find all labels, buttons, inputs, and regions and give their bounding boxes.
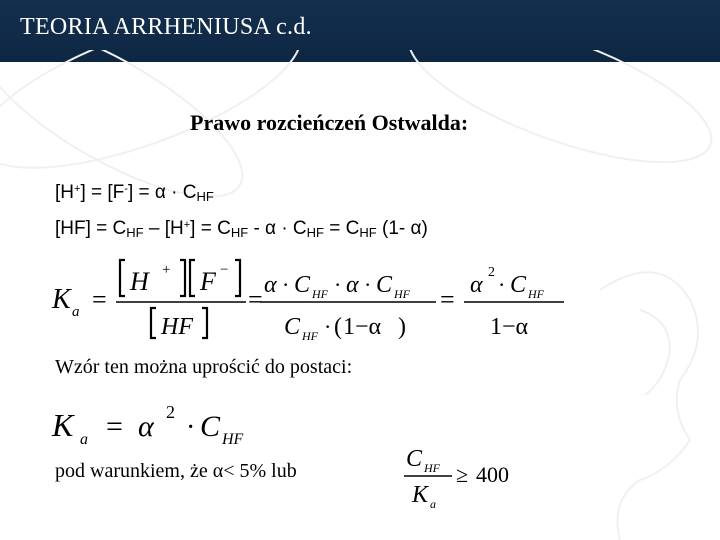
svg-text:a: a [72,304,80,320]
svg-text:·: · [324,314,332,339]
svg-text:a: a [80,431,88,448]
condition-text: pod warunkiem, że α< 5% lub [55,460,297,482]
svg-text:HF: HF [424,461,440,475]
svg-text:·: · [282,272,290,297]
svg-text:(: ( [334,314,342,340]
simplified-formula [50,400,290,450]
svg-text:F: F [200,267,216,296]
svg-text:≥: ≥ [456,462,469,487]
svg-text:·: · [186,412,196,443]
svg-text:K: K [412,482,429,508]
simplify-text: Wzór ten można uprościć do postaci: [55,356,353,378]
svg-text:HF: HF [312,287,328,301]
svg-text:C: C [200,410,221,443]
svg-text:+: + [162,262,171,278]
svg-text:400: 400 [476,462,509,487]
equation-line-1: $[H^+] = [F^-] = \alpha \cdot C_{HF}$ [55,182,214,204]
svg-text:HF: HF [161,314,193,340]
svg-text:HF: HF [222,431,244,448]
svg-text:a: a [430,497,436,511]
svg-text:α: α [138,410,154,443]
svg-text:1−α: 1−α [343,314,382,340]
section-heading: Prawo rozcieńczeń Ostwalda: [190,110,469,135]
svg-text:K: K [52,284,71,315]
svg-text:=: = [92,285,107,314]
svg-text:·: · [498,272,506,297]
svg-text:α: α [264,272,277,298]
svg-text:·: · [334,272,342,297]
ka-formula [50,250,580,350]
svg-text:=: = [106,410,123,443]
condition-formula [400,440,540,520]
svg-text:HF: HF [302,329,318,343]
svg-text:HF: HF [394,287,410,301]
title-bar [0,0,720,62]
svg-text:α: α [346,272,359,298]
svg-text:H: H [130,267,149,296]
equation-line-2: $[HF] = C_{HF} - [H^+] = C_{HF} - \alpha \cdot C_{HF} = C_{HF}$ (1- α) [55,218,428,240]
svg-text:C: C [406,446,423,472]
svg-text:C: C [376,272,393,298]
svg-text:C: C [510,272,527,298]
svg-text:HF: HF [528,287,544,301]
slide-title: TEORIA ARRHENIUSA c.d. [20,14,312,40]
svg-text:=: = [248,285,263,314]
svg-text:K: K [52,407,74,443]
svg-text:C: C [294,272,311,298]
svg-text:α: α [470,272,483,298]
svg-text:2: 2 [166,402,175,422]
svg-text:·: · [364,272,372,297]
svg-text:=: = [440,285,455,314]
svg-text:−: − [220,262,229,278]
svg-text:2: 2 [488,265,495,280]
svg-text:): ) [398,314,406,340]
svg-text:C: C [284,314,301,340]
svg-text:1−α: 1−α [490,314,529,340]
